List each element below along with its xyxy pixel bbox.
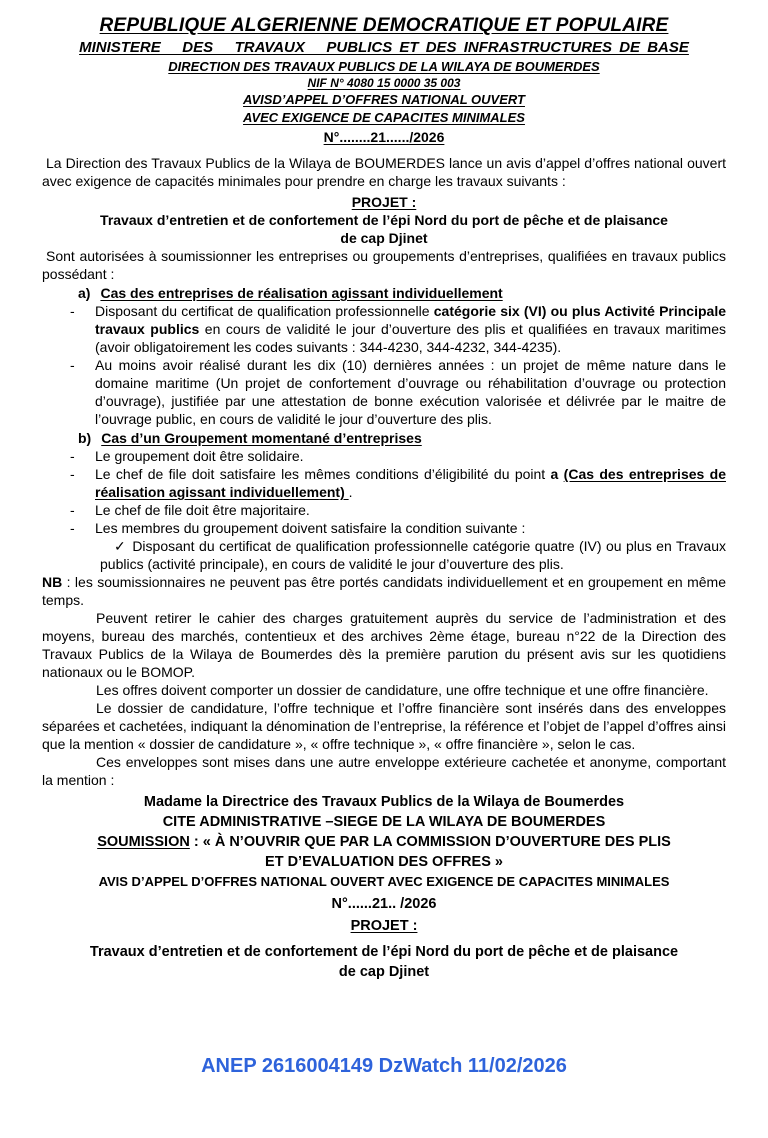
notice-type-line2-text: AVEC EXIGENCE DE CAPACITES MINIMALES xyxy=(243,110,525,125)
list-item-a2 xyxy=(42,356,726,428)
document-header xyxy=(42,14,726,147)
direction-title xyxy=(42,58,726,75)
envelopes-paragraph: Ces enveloppes sont mises dans une autre enveloppe extérieure cachetée et anonyme, comportant la mention : xyxy=(42,754,726,788)
list-item-a1-run3: en cours de validité le jour d’ouverture des plis et qualifiées en travaux maritimes (avoir obligatoirement les codes suivants : 344-4230, 344-4232, 344-4235). xyxy=(95,321,726,355)
list-item-b4-text: Les membres du groupement doivent satisfaire la condition suivante : xyxy=(95,520,526,536)
soumission-text-line1: : « À N’OUVRIR QUE PAR LA COMMISSION D’OUVERTURE DES PLIS xyxy=(189,834,671,850)
section-b-label: b) xyxy=(78,430,92,446)
list-item-b1 xyxy=(42,447,726,465)
list-item-a2-text: Au moins avoir réalisé durant les dix (10) dernières années : un projet de même nature dans le domaine maritime (Un projet de confortement d’ouvrage ou réhabilitation d’ouvrage ou protection d’ouvrage), justifiée par une attestation de bonne exécution valorisée et délivrée par le maitre de l’ouvrage public, en cours de validité le jour d’ouverture des plis. xyxy=(95,357,726,427)
dash-bullet: - xyxy=(70,502,75,518)
check-bullet: ✓ xyxy=(114,538,127,554)
list-item-b2 xyxy=(42,465,726,501)
list-item-b1-text: Le groupement doit être solidaire. xyxy=(95,448,304,464)
nif-number-text: NIF N° 4080 15 0000 35 003 xyxy=(307,76,461,90)
republic-title-text: REPUBLIQUE ALGERIENNE DEMOCRATIQUE ET POPULAIRE xyxy=(99,15,669,36)
soumission-line xyxy=(42,832,726,872)
notice-number-repeat: N°......21.. /2026 xyxy=(331,896,437,912)
envelope-mention-block xyxy=(42,792,726,982)
project-title-line2: de cap Djinet xyxy=(340,230,428,246)
list-item-a1 xyxy=(42,302,726,356)
notice-type-line1-text: AVISD’APPEL D’OFFRES NATIONAL OUVERT xyxy=(243,92,525,107)
dash-bullet: - xyxy=(70,303,75,319)
direction-title-text: DIRECTION DES TRAVAUX PUBLICS DE LA WILAYA DE BOUMERDES xyxy=(168,59,600,74)
intro-paragraph: La Direction des Travaux Publics de la Wilaya de BOUMERDES lance un avis d’appel d’offres national ouvert avec exigence de capacités minimales pour prendre en charge les travaux suivants : xyxy=(42,155,726,189)
withdrawal-paragraph: Peuvent retirer le cahier des charges gratuitement auprès du service de l’administration et des moyens, bureau des marchés, contentieux et des archives 2ème étage, bureau n°22 de la Direction des Travaux Publics de la Wilaya de Boumerdes dès la première parution du présent avis sur les quotidiens nationaux ou le BOMOP. xyxy=(42,610,726,680)
ministry-title xyxy=(42,38,726,58)
notice-number-text: N°........21....../2026 xyxy=(323,129,445,145)
section-b-heading xyxy=(42,429,726,447)
project-title-repeat-line1: Travaux d’entretien et de confortement de l’épi Nord du port de pêche et de plaisance xyxy=(89,944,679,960)
project-title xyxy=(42,211,726,247)
list-item-a1-run1: Disposant du certificat de qualification professionnelle xyxy=(95,303,434,319)
project-title-repeat xyxy=(42,942,726,982)
project-title-repeat-line2: de cap Djinet xyxy=(338,964,430,980)
list-item-b2-run2: a xyxy=(550,466,564,482)
section-b-title: Cas d’un Groupement momentané d’entreprises xyxy=(101,430,422,446)
nb-text: : les soumissionnaires ne peuvent pas être portés candidats individuellement et en groupement en même temps. xyxy=(42,574,726,608)
notice-type-line1 xyxy=(42,91,726,109)
check-list-item-text: Disposant du certificat de qualification professionnelle catégorie quatre (IV) ou plus en Travaux publics (activité principale), en cours de validité le jour d’ouverture des plis. xyxy=(100,538,726,572)
avis-repeat-line: AVIS D’APPEL D’OFFRES NATIONAL OUVERT AVEC EXIGENCE DE CAPACITES MINIMALES xyxy=(98,874,670,889)
project-label xyxy=(42,193,726,211)
list-item-b2-run1: Le chef de file doit satisfaire les mêmes conditions d’éligibilité du point xyxy=(95,466,551,482)
address-line: CITE ADMINISTRATIVE –SIEGE DE LA WILAYA DE BOUMERDES xyxy=(162,814,606,830)
nif-number xyxy=(42,75,726,91)
list-item-b4 xyxy=(42,519,726,537)
dash-bullet: - xyxy=(70,357,75,373)
addressee-line: Madame la Directrice des Travaux Publics de la Wilaya de Boumerdes xyxy=(143,794,625,810)
list-item-b2-run4: . xyxy=(348,484,353,500)
project-label-text: PROJET : xyxy=(351,194,417,210)
project-label-repeat xyxy=(42,916,726,936)
notice-number xyxy=(42,128,726,147)
project-label-repeat-text: PROJET : xyxy=(350,918,418,934)
ministry-title-text: MINISTERE DES TRAVAUX PUBLICS ET DES INFRASTRUCTURES DE BASE xyxy=(79,39,689,56)
republic-title xyxy=(42,14,726,38)
nb-paragraph xyxy=(42,573,726,609)
document-body xyxy=(42,154,726,789)
list-item-b3 xyxy=(42,501,726,519)
anep-footer: ANEP 2616004149 DzWatch 11/02/2026 xyxy=(201,1055,567,1077)
dossier-paragraph: Le dossier de candidature, l’offre technique et l’offre financière sont insérés dans des enveloppes séparées et cachetées, indiquant la dénomination de l’entreprise, la référence et l’objet de l’appel d’offres ainsi que la mention « dossier de candidature », « offre technique », « offre financière », selon le cas. xyxy=(42,700,726,752)
section-a-heading xyxy=(42,284,726,302)
dash-bullet: - xyxy=(70,520,75,536)
notice-type-line2 xyxy=(42,109,726,127)
authorized-paragraph: Sont autorisées à soumissionner les entreprises ou groupements d’entreprises, qualifiées en travaux publics possédant : xyxy=(42,248,726,282)
soumission-text-line2: ET D’EVALUATION DES OFFRES » xyxy=(265,854,503,870)
list-item-b2-run3: (Cas des entreprises de réalisation agissant individuellement) xyxy=(95,466,726,500)
dash-bullet: - xyxy=(70,448,75,464)
project-title-line1: Travaux d’entretien et de confortement de l’épi Nord du port de pêche et de plaisance xyxy=(100,212,668,228)
nb-label: NB xyxy=(42,574,63,590)
list-item-b3-text: Le chef de file doit être majoritaire. xyxy=(95,502,310,518)
dash-bullet: - xyxy=(70,466,75,482)
list-item-a1-run2: catégorie six (VI) ou plus Activité Principale travaux publics xyxy=(95,303,726,337)
section-a-title: Cas des entreprises de réalisation agissant individuellement xyxy=(100,285,503,301)
check-list-item xyxy=(42,537,726,573)
offers-paragraph: Les offres doivent comporter un dossier de candidature, une offre technique et une offre financière. xyxy=(96,682,709,698)
soumission-label: SOUMISSION xyxy=(97,834,190,850)
section-a-label: a) xyxy=(78,285,91,301)
